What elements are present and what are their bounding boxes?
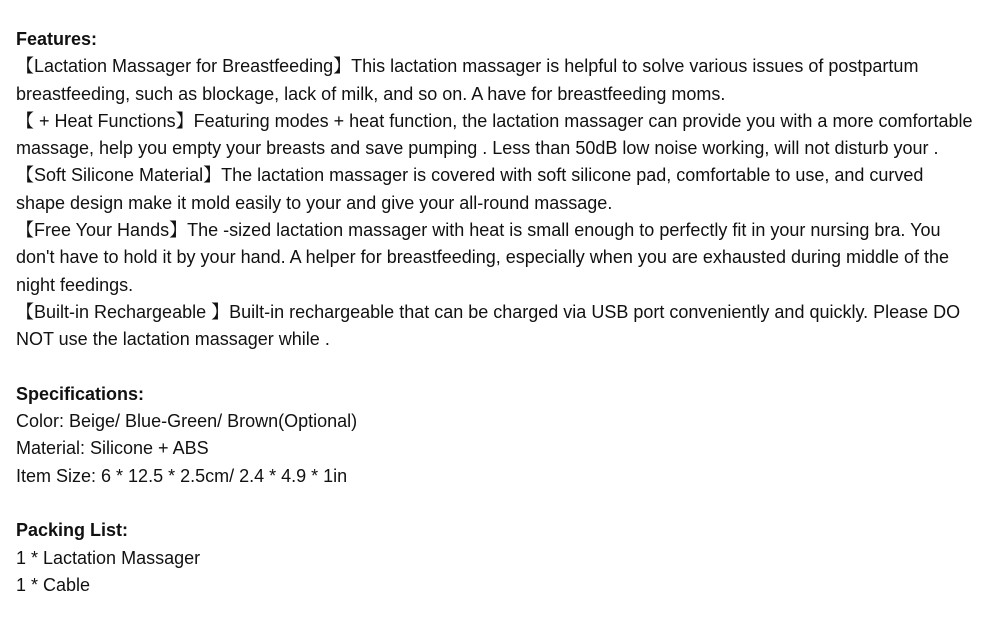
specifications-heading: Specifications: (16, 383, 145, 404)
spec-color: Color: Beige/ Blue-Green/ Brown(Optional) (16, 411, 358, 432)
specifications-section (16, 381, 984, 490)
features-line: shape design make it mold easily to your and give your all-round massage. (16, 192, 613, 213)
features-line: 【Free Your Hands】The -sized lactation massager with heat is small enough to perfectly fit in your nursing bra. You (16, 220, 941, 241)
features-line: night feedings. (16, 274, 134, 295)
section-spacer (16, 490, 984, 517)
features-line: 【Built-in Rechargeable 】Built-in rechargeable that can be charged via USB port conveniently and quickly. Please DO (16, 301, 961, 322)
section-spacer (16, 354, 984, 381)
features-line: don't have to hold it by your hand. A helper for breastfeeding, especially when you are exhausted during middle of the (16, 247, 950, 268)
features-section (16, 26, 984, 354)
spec-material: Material: Silicone + ABS (16, 438, 209, 459)
features-line: NOT use the lactation massager while . (16, 329, 330, 350)
features-line: 【Soft Silicone Material】The lactation massager is covered with soft silicone pad, comfortable to use, and curved (16, 165, 924, 186)
packing-list-section (16, 517, 984, 599)
packing-item: 1 * Lactation Massager (16, 547, 201, 568)
features-heading: Features: (16, 29, 98, 49)
packing-list-heading: Packing List: (16, 520, 129, 541)
packing-item: 1 * Cable (16, 574, 91, 595)
spec-item-size: Item Size: 6 * 12.5 * 2.5cm/ 2.4 * 4.9 * 1in (16, 465, 348, 486)
features-line: breastfeeding, such as blockage, lack of milk, and so on. A have for breastfeeding moms. (16, 83, 726, 104)
features-line: massage, help you empty your breasts and save pumping . Less than 50dB low noise working, will not disturb your . (16, 138, 939, 159)
features-line: 【 + Heat Functions】Featuring modes + heat function, the lactation massager can provide you with a more comfortable (16, 110, 973, 131)
features-line: 【Lactation Massager for Breastfeeding】This lactation massager is helpful to solve various issues of postpartum (16, 56, 919, 77)
